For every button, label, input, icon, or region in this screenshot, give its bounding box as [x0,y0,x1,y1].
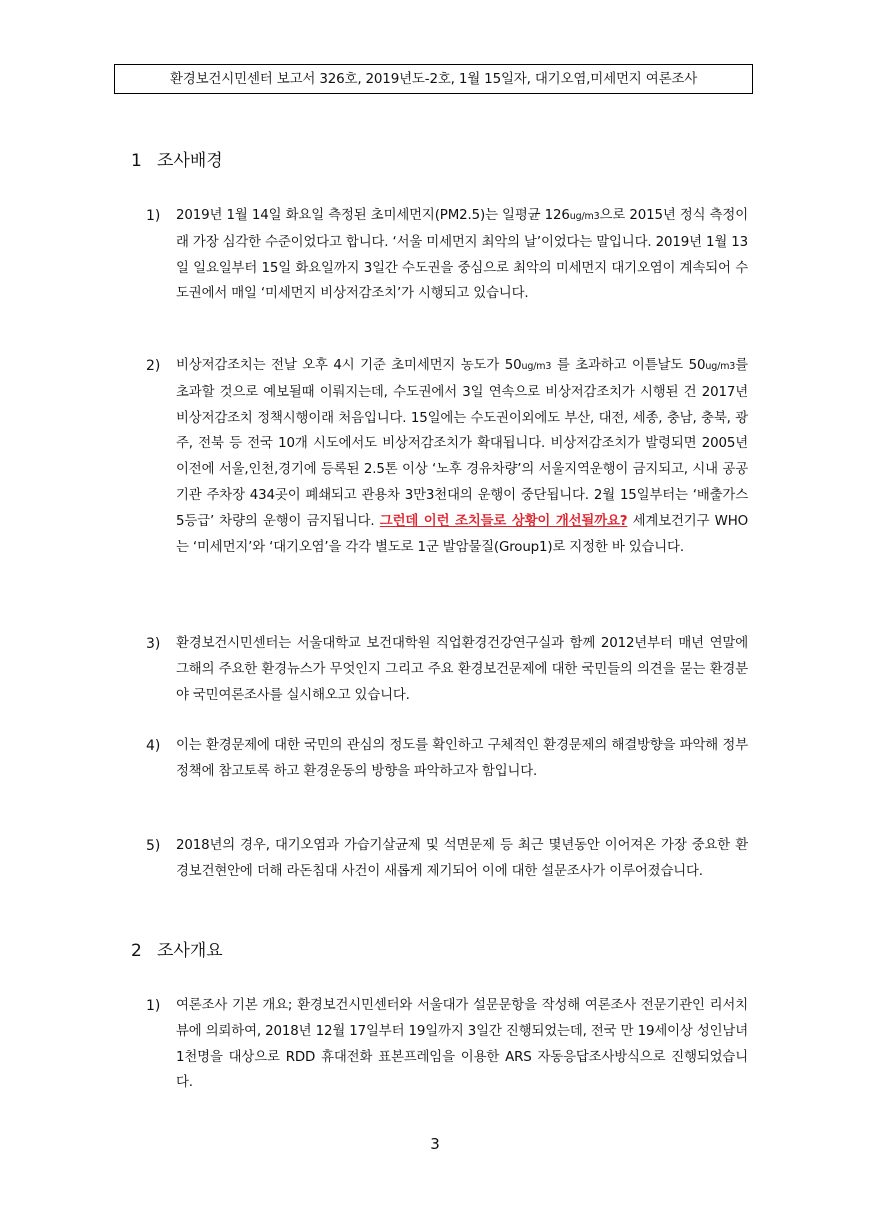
list-marker: 1) [146,998,161,1014]
list-marker: 3) [146,636,161,652]
paragraph: 여론조사 기본 개요; 환경보건시민센터와 서울대가 설문문항을 작성해 여론조사 전문기관인 리서치뷰에 의뢰하여, 2018년 12월 17일부터 19일까지 3일간 진행되었는데, 전국 만 19세이상 성인남녀 1천명을 대상으로 RDD 휴대전화 표본프레임을 이용한 ARS 자동응답조사방식으로 진행되었습니다. [176,998,748,1091]
section-heading-2 [131,940,223,962]
section-title: 조사배경 [157,151,223,171]
paragraph [176,353,748,560]
text-run: 를 초과하고 이튿날도 50 [551,358,706,373]
paragraph: 환경보건시민센터는 서울대학교 보건대학원 직업환경건강연구실과 함께 2012년부터 매년 연말에 그해의 주요한 환경뉴스가 무엇인지 그리고 주요 환경보건문제에 대한 국민들의 의견을 묻는 환경분야 국민여론조사를 실시해오고 있습니다. [176,636,748,703]
list-marker: 2) [146,358,161,374]
paragraph [176,203,748,307]
unit-text: ug/m3 [705,361,736,372]
unit-text: ug/m3 [569,211,600,222]
text-run: 비상저감조치는 전날 오후 4시 기준 초미세먼지 농도가 50 [176,358,522,373]
text-run: 으로 2015년 정식 측정이래 가장 심각한 수준이었다고 합니다. ‘서울 미세먼지 최악의 날’이었다는 말입니다. 2019년 1월 13일 일요일부터 15일 화요일까지 3일간 수도권을 중심으로 최악의 미세먼지 대기오염이 계속되어 수도권에서 매일 ‘미세먼지 비상저감조치’가 시행되고 있습니다. [176,208,748,302]
report-header [114,64,753,94]
list-marker: 4) [146,738,161,754]
highlighted-question: 그런데 이런 조치들로 상황이 개선될까요? [379,513,628,529]
list-marker: 1) [146,208,161,224]
section-number: 1 [131,151,142,171]
page-number: 3 [430,1135,440,1153]
text-run: 세계보건기구 WHO는 ‘미세먼지’와 ‘대기오염’을 각각 별도로 1군 발암물질(Group1)로 지정한 바 있습니다. [176,513,749,555]
paragraph: 2018년의 경우, 대기오염과 가습기살균제 및 석면문제 등 최근 몇년동안 이어져온 가장 중요한 환경보건현안에 더해 라돈침대 사건이 새롭게 제기되어 이에 대한 설문조사가 이루어졌습니다. [176,838,748,879]
text-run: 2019년 1월 14일 화요일 측정된 초미세먼지(PM2.5)는 일평균 126 [176,208,570,223]
list-marker: 5) [146,838,161,854]
paragraph: 이는 환경문제에 대한 국민의 관심의 정도를 확인하고 구체적인 환경문제의 해결방향을 파악해 정부정책에 참고토록 하고 환경운동의 방향을 파악하고자 함입니다. [176,738,748,779]
report-header-title: 환경보건시민센터 보고서 326호, 2019년도-2호, 1월 15일자, 대기오염,미세먼지 여론조사 [169,71,698,87]
unit-text: ug/m3 [521,361,552,372]
section-title: 조사개요 [157,941,223,961]
section-number: 2 [131,941,142,961]
text-run: 를 초과할 것으로 예보될때 이뤄지는데, 수도권에서 3일 연속으로 비상저감조치가 시행된 건 2017년 비상저감조치 정책시행이래 처음입니다. 15일에는 수도권이외에도 부산, 대전, 세종, 충남, 충북, 광주, 전북 등 전국 10개 시도에서도 비상저감조치가 확대됩니다. 비상저감조치가 발령되면 2005년 이전에 서울,인천,경기에 등록된 2.5톤 이상 ‘노후 경유차량’의 서울지역운행이 금지되고, 시내 공공기관 주차장 434곳이 폐쇄되고 관용차 3만3천대의 운행이 중단됩니다. 2월 15일부터는 ‘배출가스 5등급’ 차량의 운행이 금지됩니다. [176,358,748,529]
section-heading-1 [131,150,223,172]
